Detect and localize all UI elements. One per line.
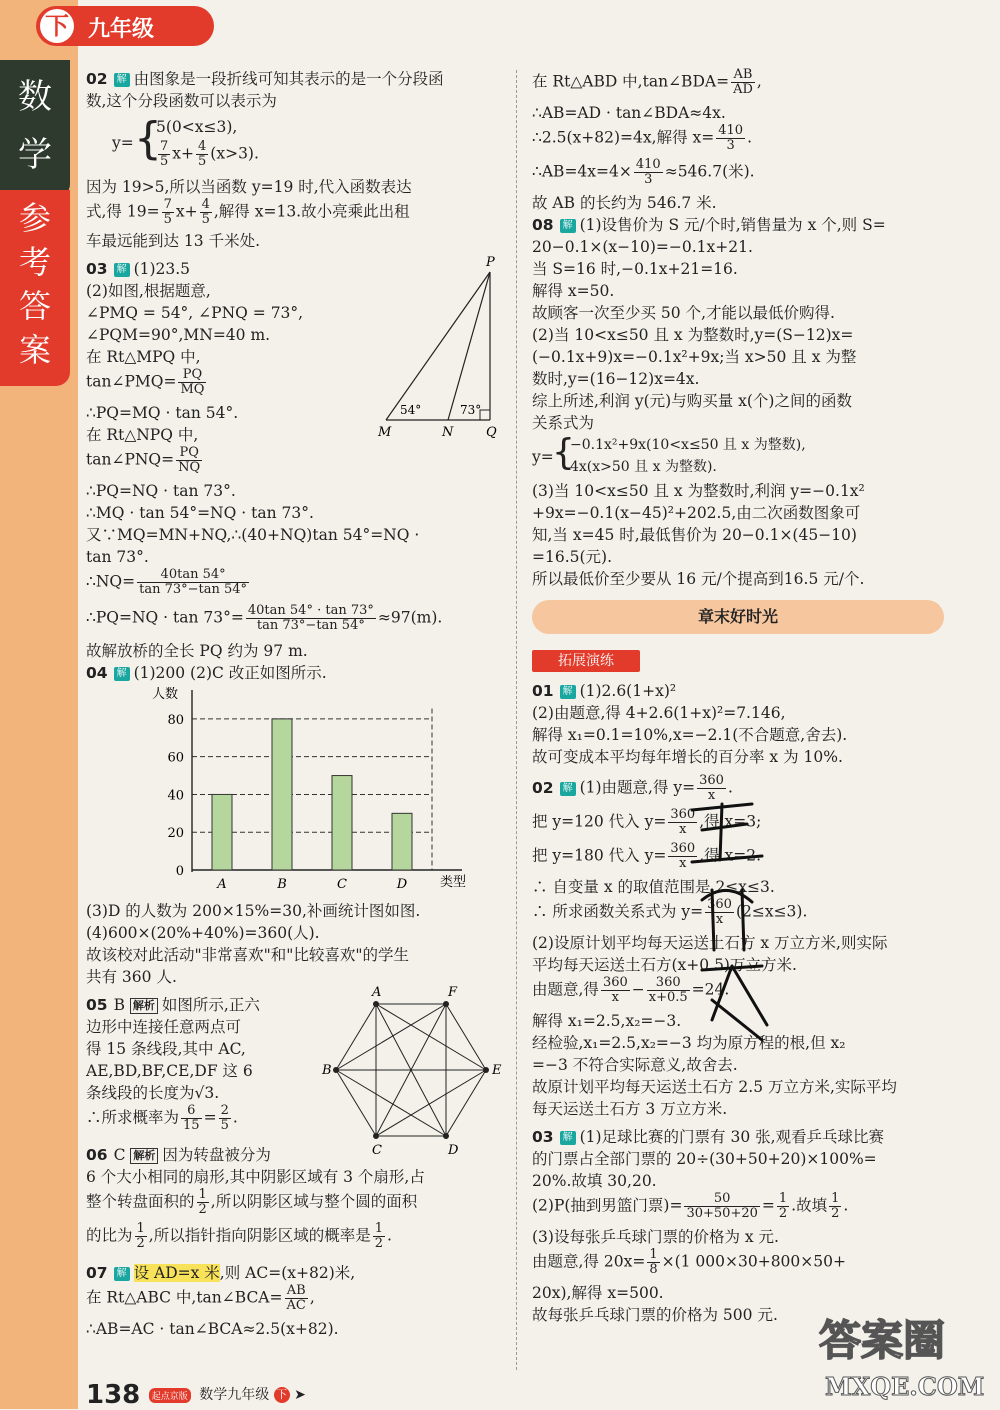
vertex-E (483, 1067, 489, 1073)
label-P: P (486, 255, 495, 270)
x-tick-label-C: C (337, 877, 347, 892)
bar-C (332, 776, 352, 870)
label-Q: Q (486, 425, 497, 440)
segment-BD (336, 1070, 446, 1136)
q06: 06 C 解析 因为转盘被分为 (86, 1146, 271, 1164)
volume-icon: 下 (274, 1387, 290, 1403)
section-label: 拓展演练 (532, 650, 640, 672)
handwritten-scribble (672, 790, 782, 1050)
q07: 07 解 设 AD=x 米,则 AC=(x+82)米, (86, 1264, 356, 1282)
bar-B (272, 719, 292, 870)
grade-label: 九年级 (88, 16, 155, 42)
line-PN (448, 272, 490, 420)
label-N: N (442, 425, 454, 440)
left-column: 02 解 由图象是一段折线可知其表示的是一个分段函 数,这个分段函数可以表示为 y= { 5(0<x≤3), $\frac{7}{5}$ x+ $\frac{4}{5}$ (x>3). 因为 19>5,所以当函数 y=19 时,代入函数表达 式,得 19= $\frac{7}{5}$ x+ $\frac{4}{5}$ ,解得 x=13.故小亮乘此出租 车最远能到达 13 千米处. 03 解 (1)23.5 (2)如图,根据题意, ∠PMQ = 54°, ∠PNQ = 73°, ∠PQM=90°,MN=40 m. 在 Rt△MPQ 中, tan∠PMQ= $\frac{PQ}{MQ}$ ∴PQ=MQ · tan 54°. 在 Rt△NPQ 中, tan∠PNQ= $\frac{PQ}{NQ}$ ∴PQ=NQ · tan 73°. ∴MQ · tan 54°=NQ · tan 73°. 又∵MQ=MN+NQ,∴(40+NQ)tan 54°=NQ · tan 73°. ∴NQ= $\frac{40\tan 54^\circ}{\tan 73^\circ-\tan 54^\circ}$ ∴PQ=NQ · tan 73°= $\frac{40\tan 54^\circ \cdot \tan 73^\circ}{\tan 73^\circ-\tan 54^\circ}$ ≈97(m). 故解放桥的全长 PQ 约为 97 m. P M N Q 54° 73° 04 解 (1)200 (2)C 改正如图所示. 0 20 40 60 80 人数 类型 A B C D (3)D 的人数为 200×15%=30,补画统计图如图. (4)600×(20%+40%)=360(人). 故该校对此活动"非常喜欢"和"比较喜欢"的学生 共有 360 人. 05 B 解析 如图所示,正六 边形中连接任意两点可 得 15 条线段,其中 AC, AE,BD,BF,CE,DF 这 6 条线段的长度为√3. ∴所求概率为 $\frac{6}{15}$ = $\frac{2}{5}$ . A F B E C D 06 C 解析 因为转盘被分为 6 个大小相同的扇形,其中阴影区域有 3 个扇形,占 整个转盘面积的 $\frac{1}{2}$ ,所以阴影区域与整个圆的面积 的比为 $\frac{1}{2}$ ,所以指针指向阴影区域的概率是 $\frac{1}{2}$ . 07 解 设 AD=x 米,则 AC=(x+82)米, 在 Rt△ABC 中,tan∠BCA= $\frac{AB}{AC}$ , ∴AB=AC · tan∠BCA≈2.5(x+82). (86, 68, 506, 1340)
chapter-title: 章末好时光 (532, 600, 944, 634)
y-axis-label: 人数 (152, 687, 179, 702)
page-footer (86, 1380, 306, 1410)
vertex-label-C: C (372, 1143, 382, 1158)
x-tick-label-B: B (277, 877, 287, 892)
bar-D (392, 813, 412, 870)
arrow-icon: ➤ (294, 1387, 306, 1403)
q04: 04 解 (1)200 (2)C 改正如图所示. (86, 664, 327, 682)
y-tick-label: 40 (167, 788, 184, 804)
grade-banner (36, 6, 214, 46)
e01: 01 解 (1)2.6(1+x)² (532, 682, 677, 700)
volume-badge: 下 (40, 9, 74, 43)
vertex-label-B: B (322, 1063, 332, 1078)
q05: 05 B 解析 如图所示,正六 边形中连接任意两点可 得 15 条线段,其中 AC, AE,BD,BF,CE,DF 这 6 条线段的长度为√3. ∴所求概率为 $\frac{6}{15}$ = $\frac{2}{5}$ . A F B E C D (86, 994, 506, 1144)
vertex-label-D: D (448, 1143, 459, 1158)
subject-tab: 数 学 (0, 60, 70, 198)
segment-BC (336, 1070, 376, 1136)
vertex-B (333, 1067, 339, 1073)
vertex-label-E: E (492, 1063, 502, 1078)
vertex-F (443, 1001, 449, 1007)
vertex-D (443, 1133, 449, 1139)
publisher-logo: 起点京版 (149, 1388, 191, 1403)
bar-A (212, 794, 232, 870)
angle-54: 54° (400, 403, 422, 417)
x-tick-label-D: D (396, 877, 408, 892)
vertex-C (373, 1133, 379, 1139)
bridge-triangle-figure (376, 252, 506, 442)
e03: 03 解 (1)足球比赛的门票有 30 张,观看乒乓球比赛 (532, 1128, 885, 1146)
angle-73: 73° (460, 403, 482, 417)
hexagon-figure (322, 984, 506, 1158)
piecewise-2: y= { 5(0<x≤3), $\frac{7}{5}$ x+ $\frac{4}{5}$ (x>3). (112, 113, 259, 169)
q03: 03 解 (1)23.5 (2)如图,根据题意, ∠PMQ = 54°, ∠PNQ = 73°, ∠PQM=90°,MN=40 m. 在 Rt△MPQ 中, tan∠PMQ= $\frac{PQ}{MQ}$ ∴PQ=MQ · tan 54°. 在 Rt△NPQ 中, tan∠PNQ= $\frac{PQ}{NQ}$ ∴PQ=NQ · tan 73°. ∴MQ · tan 54°=NQ · tan 73°. 又∵MQ=MN+NQ,∴(40+NQ)tan 54°=NQ · tan 73°. ∴NQ= $\frac{40\tan 54^\circ}{\tan 73^\circ-\tan 54^\circ}$ ∴PQ=NQ · tan 73°= $\frac{40\tan 54^\circ \cdot \tan 73^\circ}{\tan 73^\circ-\tan 54^\circ}$ ≈97(m). 故解放桥的全长 PQ 约为 97 m. P M N Q 54° 73° (86, 258, 506, 662)
y-tick-label: 0 (175, 864, 184, 879)
segment-AE (376, 1004, 486, 1070)
x-tick-label-A: A (217, 877, 227, 892)
column-divider (516, 70, 517, 1370)
page-number: 138 (86, 1380, 141, 1410)
right-column-lower: 01 解 (1)2.6(1+x)² (2)由题意,得 4+2.6(1+x)²=7.146, 解得 x₁=0.1=10%,x=−2.1(不合题意,舍去). 故可变成本平均每年增长的百分率 x 为 10%. 02 解 (1)由题意,得 y= $\frac{360}{x}$ . 把 y=120 代入 y= $\frac{360}{x}$ ,得 x=3; 把 y=180 代入 y= $\frac{360}{x}$ ,得 x=2. ∴ 自变量 x 的取值范围是 2≤x≤3. ∴ 所求函数关系式为 y= $\frac{360}{x}$ (2≤x≤3). (2)设原计划平均每天运送土石方 x 万立方米,则实际 平均每天运送土石方(x+0.5)万立方米. 由题意,得 $\frac{360}{x}$ − $\frac{360}{x+0.5}$ =24. 解得 x₁=2.5,x₂=−3. 经检验,x₁=2.5,x₂=−3 均为原方程的根,但 x₂ =−3 不符合实际意义,故舍去. 故原计划平均每天运送土石方 2.5 万立方米,实际平均 每天运送土石方 3 万立方米. 03 解 (1)足球比赛的门票有 30 张,观看乒乓球比赛 的门票占全部门票的 20÷(30+50+20)×100%= 20%.故填 30,20. (2)P(抽到男篮门票)= $\frac{50}{30+50+20}$ = $\frac{1}{2}$ .故填 $\frac{1}{2}$ . (3)设每张乒乓球门票的价格为 x 元. 由题意,得 20x= $\frac{1}{8}$ ×(1 000×30+800×50+ 20x),解得 x=500. 故每张乒乓球门票的价格为 500 元. (532, 680, 952, 1326)
bar-chart (86, 684, 506, 894)
line-PM (386, 272, 490, 420)
y-tick-label: 20 (167, 826, 184, 842)
segment-EC (376, 1070, 486, 1136)
right-column: 在 Rt△ABD 中,tan∠BDA= $\frac{AB}{AD}$ , ∴AB=AD · tan∠BDA≈4x. ∴2.5(x+82)=4x,解得 x= $\frac{410}{3}$ . ∴AB=4x=4× $\frac{410}{3}$ ≈546.7(米). 故 AB 的长约为 546.7 米. 08 解 (1)设售价为 S 元/个时,销售量为 x 个,则 S= 20−0.1×(x−10)=−0.1x+21. 当 S=16 时,−0.1x+21=16. 解得 x=50. 故顾客一次至少买 50 个,才能以最低价购得. (2)当 10<x≤50 且 x 为整数时,y=(S−12)x= (−0.1x+9)x=−0.1x²+9x;当 x>50 且 x 为整 数时,y=(16−12)x=4x. 综上所述,利润 y(元)与购买量 x(个)之间的函数 关系式为 y= { −0.1x²+9x(10<x≤50 且 x 为整数), 4x(x>50 且 x 为整数). (3)当 10<x≤50 且 x 为整数时,利润 y=−0.1x² +9x=−0.1(x−45)²+202.5,由二次函数图象可 知,当 x=45 时,最低售价为 20−0.1×(45−10) =16.5(元). 所以最低价至少要从 16 元/个提高到16.5 元/个. (532, 68, 952, 590)
watermark-logo (815, 1305, 990, 1403)
y-tick-label: 60 (167, 750, 184, 766)
vertex-A (373, 1001, 379, 1007)
segment-FE (446, 1004, 486, 1070)
right-angle-mark (480, 410, 490, 420)
segment-AB (336, 1004, 376, 1070)
y-tick-label: 80 (167, 712, 184, 728)
footer-text: 数学九年级 (199, 1387, 270, 1403)
svg-text:答案圈: 答案圈 (819, 1316, 946, 1365)
piecewise-8: y= { −0.1x²+9x(10<x≤50 且 x 为整数), 4x(x>50 且 x 为整数). (532, 432, 806, 475)
svg-text:MXQE.COM: MXQE.COM (825, 1372, 985, 1401)
e02: 02 解 (1)由题意,得 y= $\frac{360}{x}$ . (532, 773, 733, 803)
segment-FB (336, 1004, 446, 1070)
answer-tab: 参 考 答 案 (0, 190, 70, 386)
label-M: M (378, 425, 392, 440)
q02: 02 解 由图象是一段折线可知其表示的是一个分段函 (86, 70, 444, 88)
vertex-label-F: F (448, 985, 458, 1000)
segment-ED (446, 1070, 486, 1136)
q08: 08 解 (1)设售价为 S 元/个时,销售量为 x 个,则 S= (532, 216, 886, 234)
x-axis-label: 类型 (440, 875, 467, 890)
vertex-label-A: A (372, 985, 382, 1000)
